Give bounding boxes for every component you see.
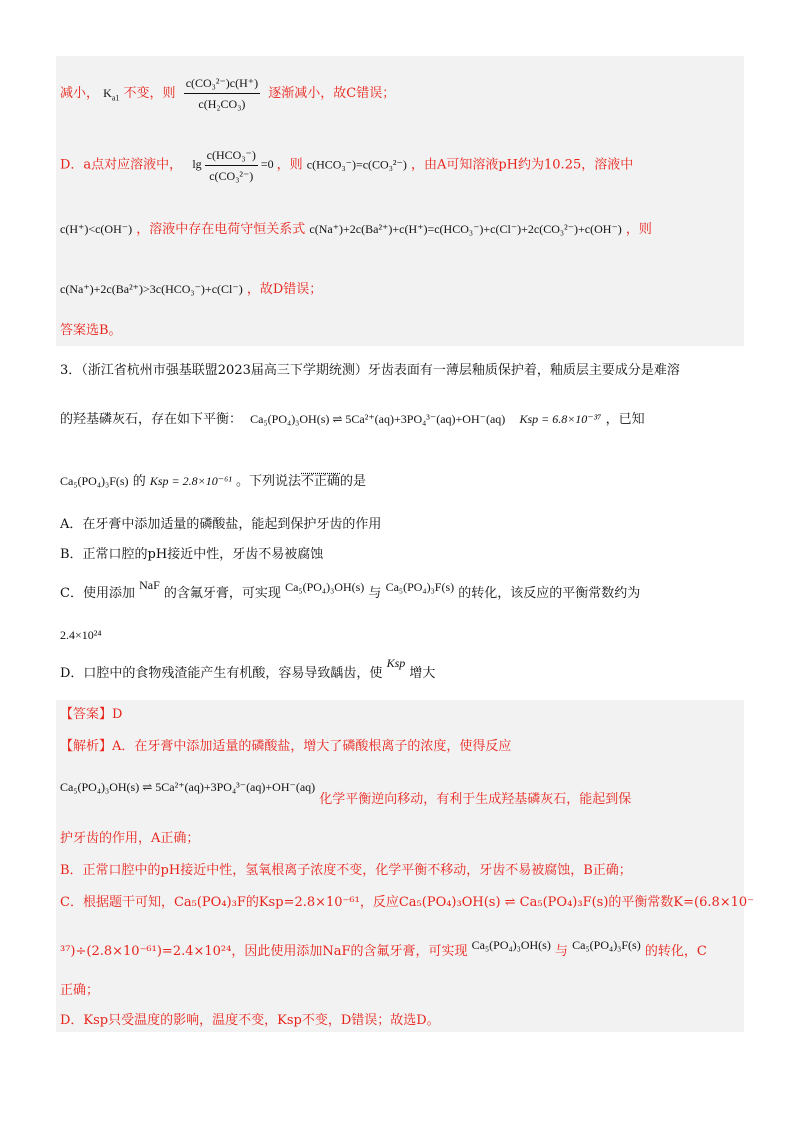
fraction-ratio — [184, 74, 260, 113]
answer-label: 【答案】 — [60, 707, 113, 722]
option-d-b: 增大 — [409, 666, 436, 681]
lg-expression — [192, 148, 276, 183]
explanation-a2: 化学平衡逆向移动，有利于生成羟基磷灰石，能起到保 — [319, 792, 632, 807]
explanation-c-line3 — [60, 982, 99, 1000]
explanation-equation: Ca₅(PO₄)₃OH(s) ⇌ 5Ca²⁺(aq)+3PO₄³⁻(aq)+OH⁻(aq) — [60, 780, 316, 794]
explanation-c1: C．根据题干可知，Ca₅(PO₄)₃F的Ksp=2.8×10⁻⁶¹，反应Ca₅(PO₄)₃OH(s) ⇌ Ca₅(PO₄)₃F(s)的平衡常数K=(6.8×10⁻ — [60, 895, 755, 910]
k-sub: a1 — [111, 93, 120, 103]
line-c-conclusion — [60, 74, 395, 113]
q3-stem-f: 的是 — [340, 474, 367, 489]
q3-stem-line3 — [60, 472, 366, 491]
explanation-label: 【解析】 — [60, 739, 113, 754]
q3-option-d — [60, 656, 436, 683]
answer-line — [60, 322, 122, 340]
q3-option-c-constant — [60, 626, 102, 645]
q3-stem-c: ，已知 — [605, 412, 645, 427]
text-then2: ，则 — [625, 222, 652, 237]
option-d-ksp: Ksp — [386, 656, 406, 670]
lg-numerator: c(HCO₃⁻) — [205, 146, 258, 166]
explanation-a3: 护牙齿的作用，A正确； — [60, 831, 200, 846]
option-c-a: C．使用添加 — [60, 586, 135, 601]
explanation-c-line2 — [60, 938, 707, 961]
k-letter: K — [103, 86, 112, 100]
explanation-c3: 正确； — [60, 983, 100, 998]
explanation-d-text: D．Ksp只受温度的影响，温度不变，Ksp不变，D错误；故选D。 — [60, 1013, 440, 1028]
explanation-c-line1 — [60, 894, 754, 912]
q3-stem-b: 的羟基磷灰石，存在如下平衡： — [60, 412, 243, 427]
answer-value: D — [112, 707, 123, 722]
explanation-a1: A．在牙膏中添加适量的磷酸盐，增大了磷酸根离子的浓度，使得反应 — [112, 739, 512, 754]
q3-fluorapatite: Ca₅(PO₄)₃F(s) — [60, 474, 129, 488]
explanation-c-and: 与 — [555, 944, 569, 959]
option-c-naf: NaF — [139, 578, 160, 592]
explanation-c-hydroxyapatite: Ca₅(PO₄)₃OH(s) — [471, 938, 551, 952]
text-unchanged: 不变，则 — [123, 86, 176, 101]
line-d-wrong — [60, 280, 322, 299]
explanation-c2a: ³⁷)÷(2.8×10⁻⁶¹)=2.4×10²⁴，因此使用添加NaF的含氟牙膏，可实现 — [60, 944, 468, 959]
lg-denominator: c(CO₃²⁻) — [209, 169, 254, 183]
lg-label: lg — [192, 157, 202, 172]
q3-ksp2: Ksp = 2.8×10⁻⁶¹ — [149, 474, 232, 488]
explanation-c2c: 的转化，C — [644, 944, 707, 959]
q3-stem-line1 — [60, 362, 680, 380]
explanation-b-text: B．正常口腔中的pH接近中性，氢氧根离子浓度不变，化学平衡不移动，牙齿不易被腐蚀，B正确； — [60, 863, 632, 878]
option-a-text: A．在牙膏中添加适量的磷酸盐，能起到保护牙齿的作用 — [60, 517, 382, 532]
q3-stem-e: 。下列说法 — [235, 474, 301, 489]
text-charge-balance: ，溶液中存在电荷守恒关系式 — [136, 222, 306, 237]
frac-numerator: c(CO₃²⁻)c(H⁺) — [184, 74, 260, 94]
text-decrease: 减小， — [60, 86, 100, 101]
explanation-b — [60, 862, 632, 880]
q3-stem-d: 的 — [132, 474, 146, 489]
equal-concentration: c(HCO₃⁻)=c(CO₃²⁻) — [306, 157, 407, 172]
line-d-analysis — [60, 146, 633, 185]
lg-equals: =0 — [260, 157, 274, 172]
q3-stem-line2 — [60, 410, 645, 429]
option-c-b: 的含氟牙膏，可实现 — [163, 586, 281, 601]
frac-denominator: c(H₂CO₃) — [198, 97, 246, 111]
text-then: ，则 — [276, 157, 303, 173]
option-c-hydroxyapatite: Ca₅(PO₄)₃OH(s) — [285, 580, 365, 594]
ka1-symbol — [103, 86, 120, 103]
q3-equilibrium-equation: Ca₅(PO₄)₃OH(s) ⇌ 5Ca²⁺(aq)+3PO₄³⁻(aq)+OH⁻(aq) — [250, 412, 506, 426]
option-c-fluorapatite: Ca₅(PO₄)₃F(s) — [385, 580, 455, 594]
option-c-d: 的转化，该反应的平衡常数约为 — [458, 586, 641, 601]
option-d-a: D．口腔中的食物残渣能产生有机酸，容易导致龋齿，使 — [60, 666, 383, 681]
lg-fraction — [205, 146, 258, 185]
answer-text: 答案选B。 — [60, 323, 122, 338]
charge-balance-equation: c(Na⁺)+2c(Ba²⁺)+c(H⁺)=c(HCO₃⁻)+c(Cl⁻)+2c(CO₃²⁻)+c(OH⁻) — [309, 222, 622, 236]
answer-label-line — [60, 706, 122, 724]
q3-stem-a: 3．（浙江省杭州市强基联盟2023届高三下学期统测）牙齿表面有一薄层釉质保护着，釉质层主要成分是难溶 — [60, 363, 680, 378]
text-d-wrong: ，故D错误； — [246, 282, 323, 297]
explanation-a-line1 — [60, 738, 511, 756]
explanation-a-line3 — [60, 830, 199, 848]
option-c-and: 与 — [368, 586, 382, 601]
q3-stem-emphasis: 不正确 — [301, 474, 341, 489]
q3-option-a — [60, 516, 381, 534]
q3-ksp1: Ksp = 6.8×10⁻³⁷ — [519, 412, 602, 426]
h-oh-inequality: c(H⁺)<c(OH⁻) — [60, 222, 133, 236]
explanation-a-line2 — [60, 780, 632, 807]
q3-option-c — [60, 578, 641, 603]
explanation-c-fluorapatite: Ca₅(PO₄)₃F(s) — [572, 938, 641, 952]
option-b-text: B．正常口腔的pH接近中性，牙齿不易被腐蚀 — [60, 547, 324, 562]
line-charge-balance — [60, 220, 652, 239]
text-ph-value: ，由A可知溶液pH约为10.25，溶液中 — [410, 157, 634, 173]
option-c-k-value: 2.4×10²⁴ — [60, 628, 102, 642]
na-ba-inequality: c(Na⁺)+2c(Ba²⁺)>3c(HCO₃⁻)+c(Cl⁻) — [60, 282, 243, 296]
text-c-wrong: 逐渐减小，故C错误； — [268, 86, 396, 101]
q3-option-b — [60, 546, 323, 564]
explanation-d — [60, 1012, 440, 1030]
text-d-start: D．a点对应溶液中， — [60, 157, 183, 173]
